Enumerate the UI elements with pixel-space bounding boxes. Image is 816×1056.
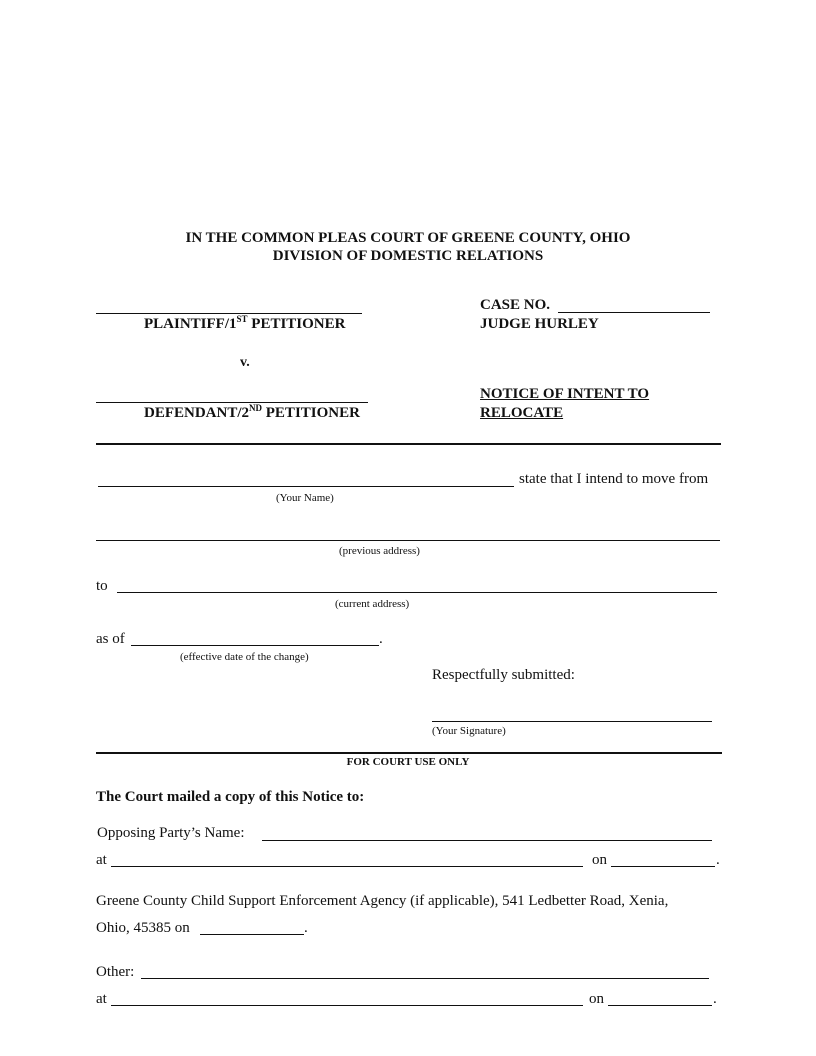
intent-statement: state that I intend to move from <box>519 471 709 487</box>
case-number-line[interactable] <box>558 312 710 313</box>
opposing-party-name-line[interactable] <box>262 840 712 841</box>
previous-address-line[interactable] <box>96 540 720 541</box>
opposing-address-line[interactable] <box>111 866 583 867</box>
caption-separator <box>96 443 721 445</box>
effective-date-caption: (effective date of the change) <box>180 651 309 663</box>
previous-address-caption: (previous address) <box>339 545 420 557</box>
defendant-label: DEFENDANT/2ND PETITIONER <box>144 403 360 421</box>
csea-line-2: Ohio, 45385 on <box>96 920 190 936</box>
opposing-on-label: on <box>592 852 607 868</box>
other-on-label: on <box>589 991 604 1007</box>
court-mailed-heading: The Court mailed a copy of this Notice to: <box>96 789 365 805</box>
your-name-caption: (Your Name) <box>276 492 334 504</box>
csea-line-1: Greene County Child Support Enforcement Agency (if applicable), 541 Ledbetter Road, Xenia, <box>96 893 669 909</box>
csea-date-line[interactable] <box>200 934 304 935</box>
plaintiff-name-line[interactable] <box>96 313 362 314</box>
court-use-heading: FOR COURT USE ONLY <box>346 756 470 768</box>
document-title-line2: RELOCATE <box>480 405 564 421</box>
other-address-line[interactable] <box>111 1005 583 1006</box>
court-use-separator <box>96 752 722 754</box>
other-name-line[interactable] <box>141 978 709 979</box>
your-name-line[interactable] <box>98 486 514 487</box>
document-title-line1: NOTICE OF INTENT TO <box>480 386 650 402</box>
division-heading: DIVISION OF DOMESTIC RELATIONS <box>272 248 544 264</box>
opposing-date-line[interactable] <box>611 866 715 867</box>
effective-date-period: . <box>379 631 383 647</box>
respectfully-submitted: Respectfully submitted: <box>432 667 575 683</box>
plaintiff-label: PLAINTIFF/1ST PETITIONER <box>144 314 346 332</box>
opposing-party-label: Opposing Party’s Name: <box>97 825 245 841</box>
signature-caption: (Your Signature) <box>432 725 506 737</box>
opposing-period: . <box>716 852 720 868</box>
effective-date-line[interactable] <box>131 645 379 646</box>
opposing-at-label: at <box>96 852 107 868</box>
other-at-label: at <box>96 991 107 1007</box>
other-label: Other: <box>96 964 135 980</box>
current-address-line[interactable] <box>117 592 717 593</box>
to-label: to <box>96 578 108 594</box>
current-address-caption: (current address) <box>335 598 410 610</box>
other-period: . <box>713 991 717 1007</box>
judge-label: JUDGE HURLEY <box>480 316 599 332</box>
case-number-label: CASE NO. <box>480 297 551 313</box>
csea-period: . <box>304 920 308 936</box>
as-of-label: as of <box>96 631 125 647</box>
other-date-line[interactable] <box>608 1005 712 1006</box>
signature-line[interactable] <box>432 721 712 722</box>
defendant-name-line[interactable] <box>96 402 368 403</box>
court-heading: IN THE COMMON PLEAS COURT OF GREENE COUNTY, OHIO <box>185 230 631 246</box>
versus-label: v. <box>240 355 250 370</box>
